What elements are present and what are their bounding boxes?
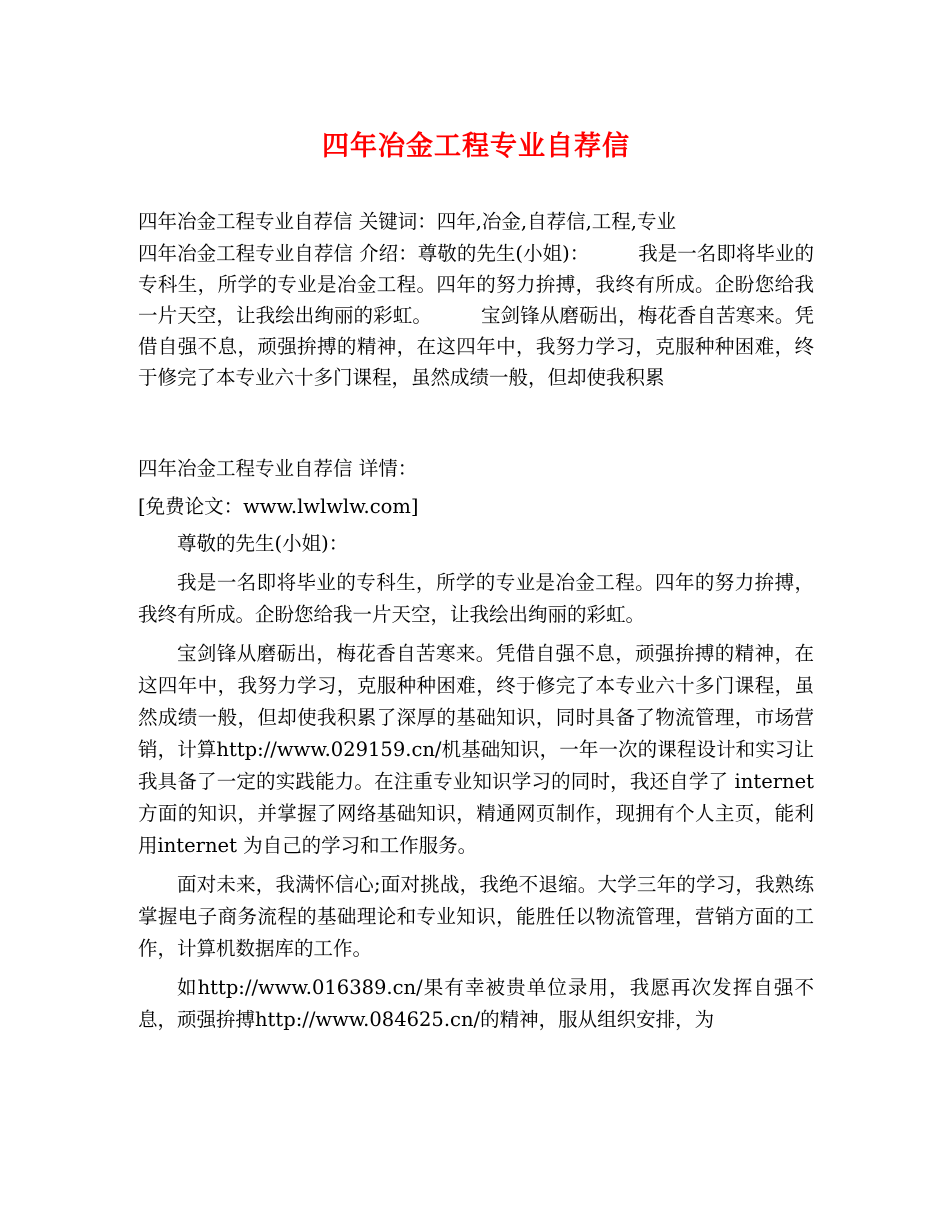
body-paragraph: 面对未来，我满怀信心;面对挑战，我绝不退缩。大学三年的学习，我熟练掌握电子商务流程的基础理论和专业知识，能胜任以物流管理，营销方面的工作，计算机数据库的工作。 — [138, 873, 814, 960]
intro-line: 四年冶金工程专业自荐信 介绍：尊敬的先生(小姐)： 我是一名即将毕业的专科生，所学的专业是冶金工程。四年的努力拚搏，我终有所成。企盼您给我一片天空，让我绘出绚丽的彩虹。 宝剑锋从磨砺出，梅花香自苦寒来。凭借自强不息，顽强拚搏的精神，在这四年中，我努力学习，克服种种困难，终于修完了本专业六十多门课程，虽然成绩一般，但却使我积累 — [138, 242, 814, 389]
body-paragraph: 如http://www.016389.cn/果有幸被贵单位录用，我愿再次发挥自强不息，顽强拚搏http://www.084625.cn/的精神，服从组织安排，为 — [138, 976, 814, 1031]
detail-label: 四年冶金工程专业自荐信 详情： — [138, 457, 418, 480]
keywords-line: 四年冶金工程专业自荐信 关键词：四年,冶金,自荐信,工程,专业 — [138, 210, 676, 233]
letter-body — [138, 528, 814, 1043]
body-paragraph: 宝剑锋从磨砺出，梅花香自苦寒来。凭借自强不息，顽强拚搏的精神，在这四年中，我努力学习，克服种种困难，终于修完了本专业六十多门课程，虽然成绩一般，但却使我积累了深厚的基础知识，同时具备了物流管理，市场营销，计算http://www.029159.cn/机基础知识，一年一次的课程设计和实习让我具备了一定的实践能力。在注重专业知识学习的同时，我还自学了 internet 方面的知识，并掌握了网络基础知识，精通网页制作，现拥有个人主页，能利用internet 为自己的学习和工作服务。 — [138, 642, 814, 857]
body-paragraph: 我是一名即将毕业的专科生，所学的专业是冶金工程。四年的努力拚搏，我终有所成。企盼您给我一片天空，让我绘出绚丽的彩虹。 — [138, 571, 814, 626]
salutation: 尊敬的先生(小姐)： — [177, 532, 349, 555]
document-title: 四年冶金工程专业自荐信 — [322, 131, 630, 162]
source-line: [免费论文：www.lwlwlw.com] — [138, 495, 419, 518]
